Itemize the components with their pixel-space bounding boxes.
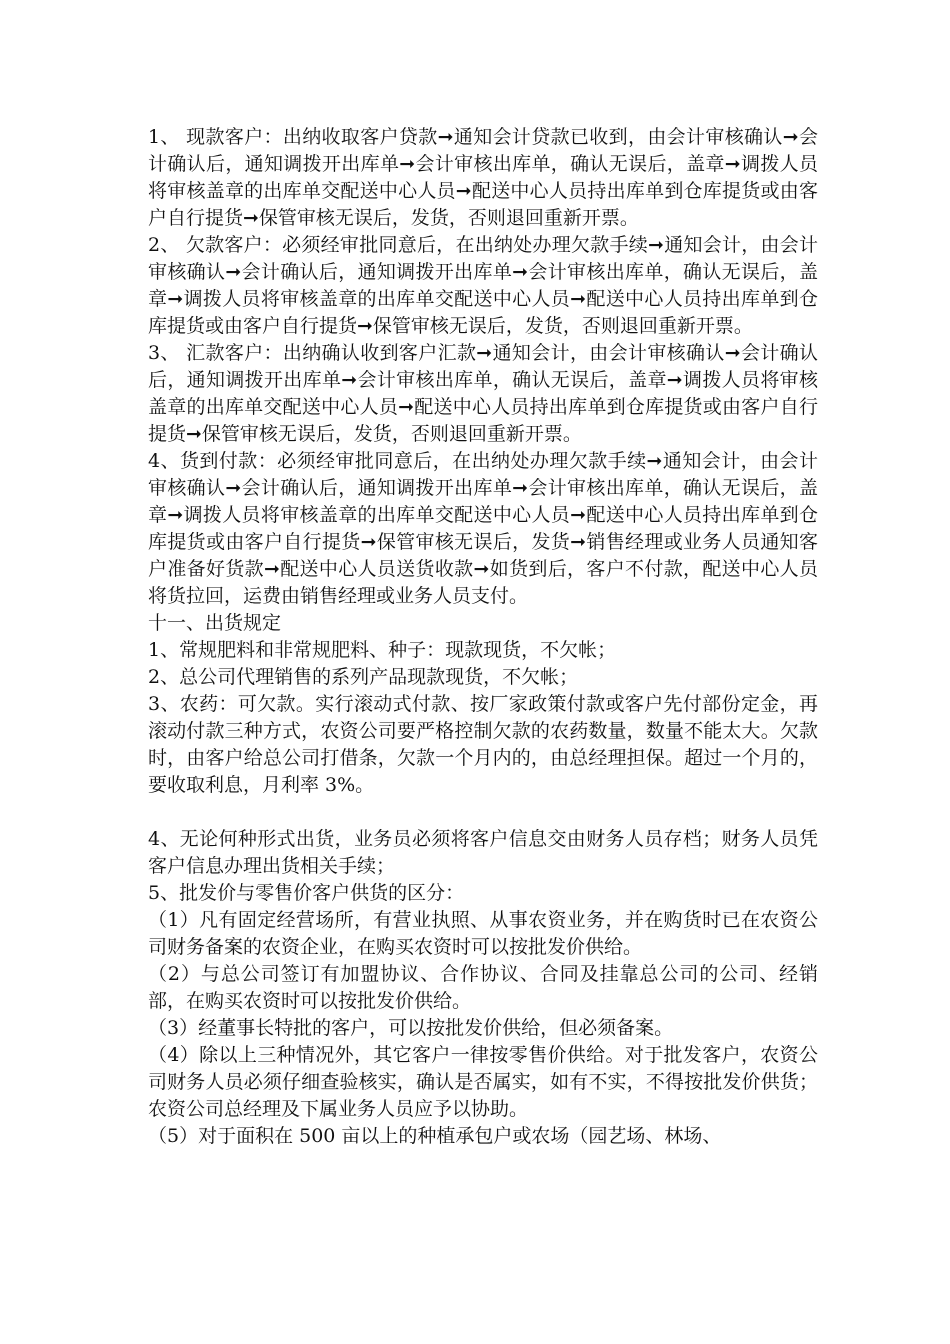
paragraph-rule-3: 3、农药：可欠款。实行滚动式付款、按厂家政策付款或客户先付部份定金，再滚动付款三种方式，农资公司要严格控制欠款的农药数量，数量不能太大。欠款时，由客户给总公司打借条，欠款一个月内的，由总经理担保。超过一个月的，要收取利息，月利率 3%。 [148, 693, 818, 796]
document-body [148, 124, 818, 1150]
paragraph-rule-2: 2、总公司代理销售的系列产品现款现货，不欠帐； [148, 666, 579, 688]
paragraph-credit-customer: 2、 欠款客户：必须经审批同意后，在出纳处办理欠款手续➞通知会计，由会计审核确认➞会计确认后，通知调拨开出库单➞会计审核出库单，确认无误后，盖章➞调拨人员将审核盖章的出库单交配送中心人员➞配送中心人员持出库单到仓库提货或由客户自行提货➞保管审核无误后，发货，否则退回重新开票。 [148, 234, 818, 337]
blank-line [148, 799, 818, 826]
paragraph-cash-customer: 1、 现款客户：出纳收取客户贷款➞通知会计贷款已收到，由会计审核确认➞会计确认后，通知调拨开出库单➞会计审核出库单，确认无误后，盖章➞调拨人员将审核盖章的出库单交配送中心人员➞配送中心人员持出库单到仓库提货或由客户自行提货➞保管审核无误后，发货，否则退回重新开票。 [148, 126, 818, 229]
paragraph-rule-1: 1、常规肥料和非常规肥料、种子：现款现货，不欠帐； [148, 639, 617, 661]
paragraph-rule-4: 4、无论何种形式出货，业务员必须将客户信息交由财务人员存档；财务人员凭客户信息办理出货相关手续； [148, 828, 818, 877]
paragraph-item-3: （3）经董事长特批的客户，可以按批发价供给，但必须备案。 [148, 1017, 674, 1039]
section-heading-shipping-rules: 十一、出货规定 [148, 612, 282, 634]
paragraph-item-4: （4）除以上三种情况外，其它客户一律按零售价供给。对于批发客户，农资公司财务人员必须仔细查验核实，确认是否属实，如有不实，不得按批发价供货；农资公司总经理及下属业务人员应予以协助。 [148, 1044, 818, 1120]
paragraph-remittance-customer: 3、 汇款客户：出纳确认收到客户汇款➞通知会计，由会计审核确认➞会计确认后，通知调拨开出库单➞会计审核出库单，确认无误后，盖章➞调拨人员将审核盖章的出库单交配送中心人员➞配送中心人员持出库单到仓库提货或由客户自行提货➞保管审核无误后，发货，否则退回重新开票。 [148, 342, 818, 445]
paragraph-rule-5: 5、批发价与零售价客户供货的区分： [148, 882, 465, 904]
paragraph-item-1: （1）凡有固定经营场所，有营业执照、从事农资业务，并在购货时已在农资公司财务备案的农资企业，在购买农资时可以按批发价供给。 [148, 909, 818, 958]
paragraph-cash-on-delivery: 4、货到付款：必须经审批同意后，在出纳处办理欠款手续➞通知会计，由会计审核确认➞会计确认后，通知调拨开出库单➞会计审核出库单，确认无误后，盖章➞调拨人员将审核盖章的出库单交配送中心人员➞配送中心人员持出库单到仓库提货或由客户自行提货➞保管审核无误后，发货➞销售经理或业务人员通知客户准备好货款➞配送中心人员送货收款➞如货到后，客户不付款，配送中心人员将货拉回，运费由销售经理或业务人员支付。 [148, 450, 818, 607]
paragraph-item-5: （5）对于面积在 500 亩以上的种植承包户或农场（园艺场、林场、 [148, 1125, 722, 1147]
paragraph-item-2: （2）与总公司签订有加盟协议、合作协议、合同及挂靠总公司的公司、经销部，在购买农资时可以按批发价供给。 [148, 963, 818, 1012]
